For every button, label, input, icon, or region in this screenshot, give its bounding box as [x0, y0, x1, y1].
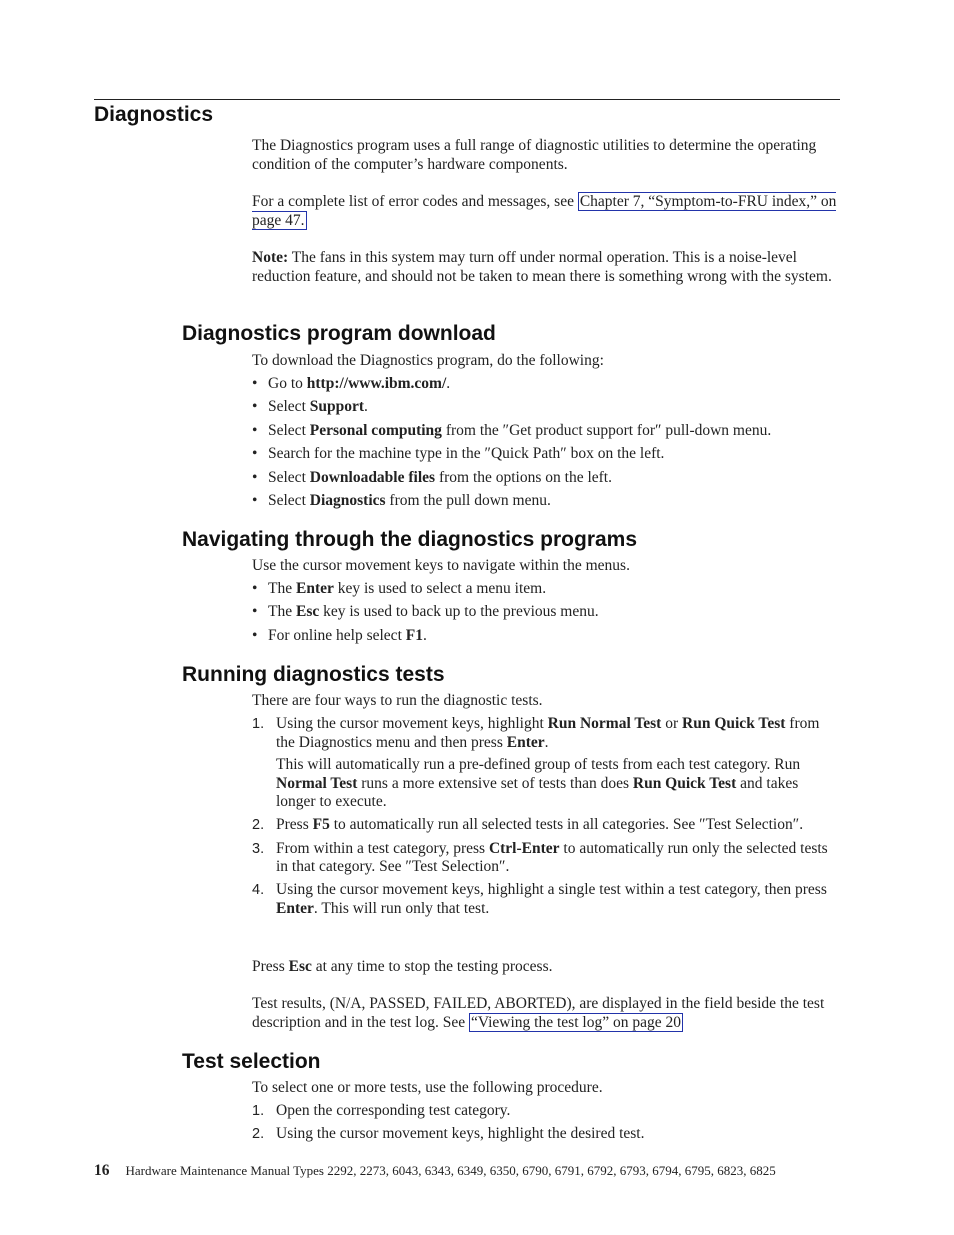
intro-paragraph: The Diagnostics program uses a full range of diagnostic utilities to determine the operating condition of the computer’s hardware components. [252, 137, 817, 173]
navigating-heading: Navigating through the diagnostics programs [182, 528, 638, 551]
navigating-intro: Use the cursor movement keys to navigate within the menus. [252, 557, 630, 574]
error-codes-prefix: For a complete list of error codes and messages, see [252, 193, 578, 210]
running-heading: Running diagnostics tests [182, 663, 445, 686]
navigating-keys-list [252, 580, 852, 650]
list-item: • Select Support. [252, 398, 368, 416]
selection-intro: To select one or more tests, use the following procedure. [252, 1079, 603, 1096]
list-item: • The Enter key is used to select a menu item. [252, 580, 547, 597]
download-intro: To download the Diagnostics program, do the following: [252, 352, 604, 369]
list-item: 1. Using the cursor movement keys, highlight Run Normal Test or Run Quick Test from the Diagnostics menu and then press Enter. This will automatically run a pre-defined group of tests from each test category. Run Normal Test runs a more extensive set of tests than does Run Quick Test and takes longer to execute. [252, 715, 840, 812]
list-item: 3. From within a test category, press Ctrl-Enter to automatically run only the selected tests in that category. See ″Test Selection″. [252, 839, 828, 876]
list-item: • Select Personal computing from the ″Get product support for″ pull-down menu. [252, 421, 772, 439]
selection-heading: Test selection [182, 1050, 321, 1073]
section-title: Diagnostics [94, 103, 214, 126]
top-rule [94, 99, 840, 100]
list-item: • Select Diagnostics from the pull down menu. [252, 491, 551, 509]
symptom-to-fru-link[interactable]: Chapter 7, “Symptom-to-FRU index,” on page 47. [252, 193, 837, 229]
list-item: 2. Using the cursor movement keys, highlight the desired test. [252, 1125, 645, 1143]
viewing-test-log-link[interactable]: “Viewing the test log” on page 20 [470, 1013, 681, 1031]
list-item: 2. Press F5 to automatically run all selected tests in all categories. See ″Test Selection″. [252, 816, 804, 834]
page-number: 16 [94, 1162, 110, 1179]
results-paragraph [252, 995, 842, 1032]
list-item: • For online help select F1. [252, 626, 427, 644]
selection-steps-list [252, 1102, 840, 1149]
download-heading: Diagnostics program download [182, 322, 496, 345]
list-item: • Search for the machine type in the ″Quick Path″ box on the left. [252, 445, 665, 463]
list-item: • The Esc key is used to back up to the previous menu. [252, 603, 599, 621]
note-paragraph [252, 249, 842, 286]
page-footer [94, 1162, 776, 1180]
error-codes-paragraph [252, 193, 842, 230]
download-steps-list [252, 375, 852, 515]
footer-title: Hardware Maintenance Manual Types 2292, 2273, 6043, 6343, 6349, 6350, 6790, 6791, 6792, 6793, 6794, 6795, 6823, 6825 [125, 1163, 776, 1178]
list-item: • Select Downloadable files from the options on the left. [252, 468, 612, 486]
list-item: 1. Open the corresponding test category. [252, 1102, 511, 1119]
note-text: The fans in this system may turn off under normal operation. This is a noise-level reduction feature, and should not be taken to mean there is something wrong with the system. [252, 249, 832, 285]
esc-paragraph: Press Esc at any time to stop the testing process. [252, 958, 553, 975]
list-item: • Go to http://www.ibm.com/. [252, 375, 451, 392]
results-prefix: Test results, (N/A, PASSED, FAILED, ABORTED), are displayed in the field beside the test description and in the test log. See [252, 995, 825, 1031]
note-label: Note: [252, 249, 289, 266]
list-item: 4. Using the cursor movement keys, highlight a single test within a test category, then press Enter. This will run only that test. [252, 881, 827, 917]
step-1-detail: This will automatically run a pre-defined group of tests from each test category. Run Normal Test runs a more extensive set of tests than does Run Quick Test and takes longer to execute. [276, 756, 801, 810]
running-steps-list [252, 715, 840, 923]
running-intro: There are four ways to run the diagnostic tests. [252, 692, 543, 709]
